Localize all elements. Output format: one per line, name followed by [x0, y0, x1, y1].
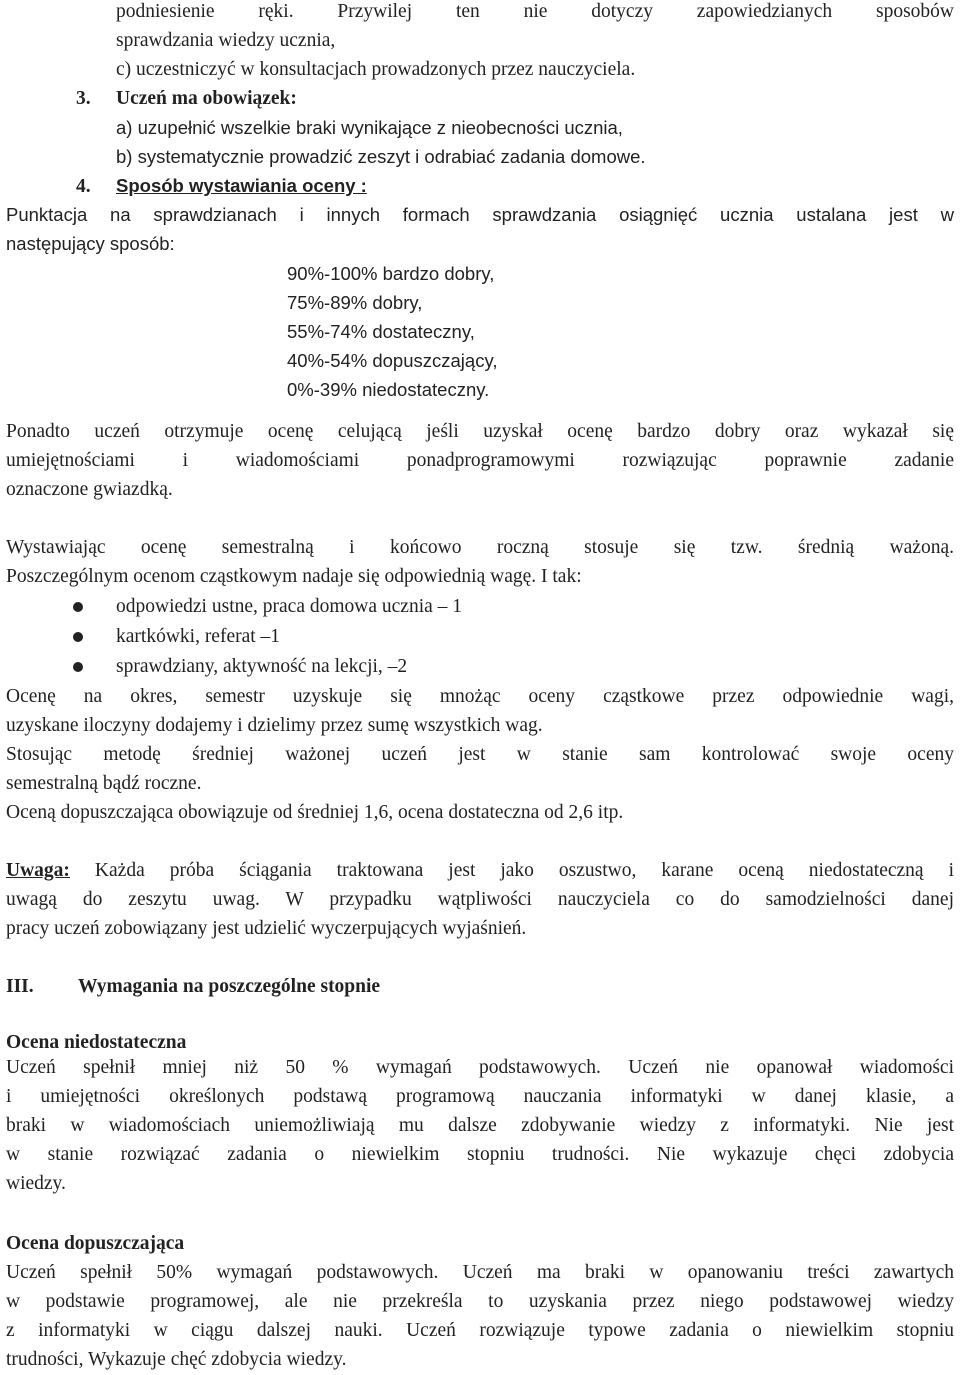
text-line: sprawdzania wiedzy ucznia,: [116, 30, 336, 51]
section-title: Wymagania na poszczególne stopnie: [78, 976, 381, 997]
grade-scale-item: 0%-39% niedostateczny.: [287, 379, 490, 400]
section-number: 3.: [76, 88, 91, 109]
grade-scale-item: 55%-74% dostateczny,: [287, 321, 475, 342]
text-line: Ponadto uczeń otrzymuje ocenę celującą jeśli uzyskał ocenę bardzo dobry oraz wykazał się: [6, 421, 954, 442]
bullet-icon: [73, 632, 83, 642]
section-number: 4.: [76, 176, 91, 197]
text-line: Oceną dopuszczająca obowiązuje od średniej 1,6, ocena dostateczna od 2,6 itp.: [6, 802, 624, 823]
text-line: semestralną bądź roczne.: [6, 773, 202, 794]
text-line: uzyskane iloczyny dodajemy i dzielimy przez sumę wszystkich wag.: [6, 715, 543, 736]
text-line: c) uczestniczyć w konsultacjach prowadzonych przez nauczyciela.: [116, 59, 636, 80]
text-line: umiejętnościami i wiadomościami ponadprogramowymi rozwiązując poprawnie zadanie: [6, 450, 954, 471]
text-line: podniesienie ręki. Przywilej ten nie dotyczy zapowiedzianych sposobów: [116, 1, 954, 22]
text-line: następujący sposób:: [6, 233, 175, 254]
text-line: w stanie rozwiązać zadania o niewielkim stopniu trudności. Nie wykazuje chęci zdobycia: [6, 1144, 954, 1165]
text-line: i umiejętności określonych podstawą programową nauczania informatyki w danej klasie, a: [6, 1086, 954, 1107]
text-line: Uczeń spełnił mniej niż 50 % wymagań podstawowych. Uczeń nie opanował wiadomości: [6, 1057, 954, 1078]
bullet-icon: [73, 602, 83, 612]
section-title: Sposób wystawiania oceny :: [116, 175, 367, 196]
grade-scale-item: 40%-54% dopuszczający,: [287, 350, 498, 371]
text-line: Wystawiając ocenę semestralną i końcowo roczną stosuje się tzw. średnią ważoną.: [6, 537, 954, 558]
bullet-icon: [73, 662, 83, 672]
grade-scale-item: 75%-89% dobry,: [287, 292, 423, 313]
section-4-heading: [76, 174, 367, 199]
text-line: Punktacja na sprawdzianach i innych formach sprawdzania osiągnięć ucznia ustalana jest w: [6, 204, 954, 225]
section-title: Uczeń ma obowiązek:: [116, 88, 297, 109]
warning-line: [6, 859, 954, 883]
grade-heading: Ocena dopuszczająca: [6, 1233, 185, 1254]
list-item: a) uzupełnić wszelkie braki wynikające z nieobecności ucznia,: [116, 117, 623, 138]
text-line: uwagą do zeszytu uwag. W przypadku wątpliwości nauczyciela co do samodzielności danej: [6, 889, 954, 910]
text-line: Stosując metodę średniej ważonej uczeń jest w stanie sam kontrolować swoje oceny: [6, 744, 954, 765]
warning-label: Uwaga:: [6, 860, 70, 881]
text-line: Ocenę na okres, semestr uzyskuje się mnożąc oceny cząstkowe przez odpowiednie wagi,: [6, 686, 954, 707]
bullet-item: sprawdziany, aktywność na lekcji, –2: [116, 656, 408, 677]
text-line: oznaczone gwiazdką.: [6, 479, 173, 500]
section-III-heading: [6, 975, 380, 999]
text-line: w podstawie programowej, ale nie przekreśla to uzyskania przez niego podstawowej wiedzy: [6, 1291, 954, 1312]
text-line: Uczeń spełnił 50% wymagań podstawowych. Uczeń ma braki w opanowaniu treści zawartych: [6, 1262, 954, 1283]
bullet-item: kartkówki, referat –1: [116, 626, 281, 647]
section-3-heading: [76, 87, 297, 111]
text-line: pracy uczeń zobowiązany jest udzielić wyczerpujących wyjaśnień.: [6, 918, 527, 939]
text-line: Poszczególnym ocenom cząstkowym nadaje się odpowiednią wagę. I tak:: [6, 566, 582, 587]
section-number: III.: [6, 976, 34, 997]
text-line: braki w wiadomościach uniemożliwiają mu dalsze zdobywanie wiedzy z informatyki. Nie jest: [6, 1115, 954, 1136]
grade-heading: Ocena niedostateczna: [6, 1032, 187, 1053]
warning-text: Każda próba ściągania traktowana jest jako oszustwo, karane oceną niedostateczną i: [69, 860, 954, 881]
grade-scale-item: 90%-100% bardzo dobry,: [287, 263, 495, 284]
text-line: wiedzy.: [6, 1173, 66, 1194]
bullet-item: odpowiedzi ustne, praca domowa ucznia – 1: [116, 596, 463, 617]
text-line: z informatyki w ciągu dalszej nauki. Uczeń rozwiązuje typowe zadania o niewielkim stopniu: [6, 1320, 954, 1341]
list-item: b) systematycznie prowadzić zeszyt i odrabiać zadania domowe.: [116, 146, 646, 167]
text-line: trudności, Wykazuje chęć zdobycia wiedzy.: [6, 1349, 347, 1370]
